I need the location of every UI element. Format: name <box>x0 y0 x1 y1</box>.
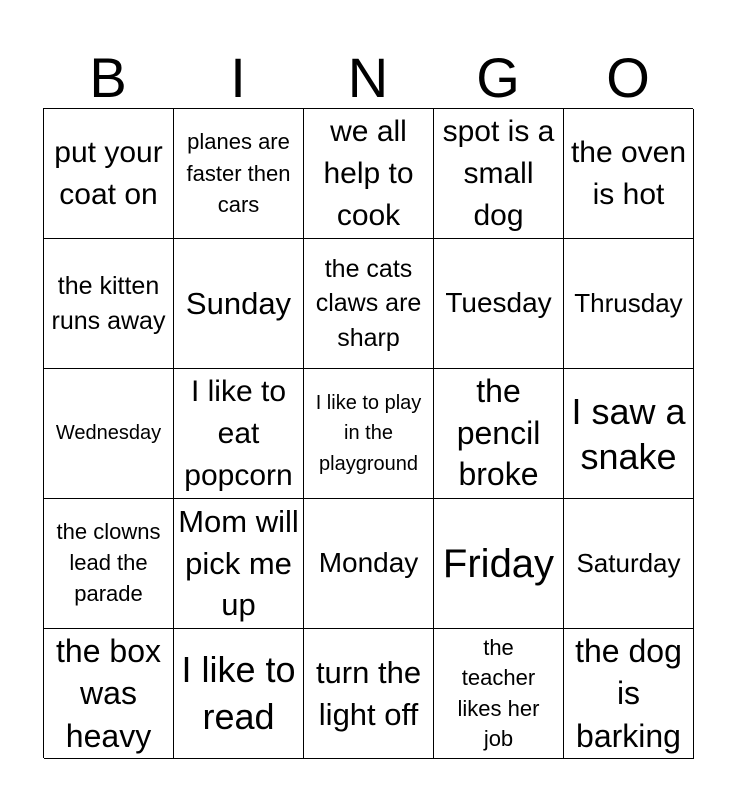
cell-text: spot is a small dog <box>442 114 555 232</box>
bingo-cell-r3c3[interactable] <box>304 369 434 499</box>
cell-text: Thrusday <box>574 287 683 318</box>
bingo-cell-r1c1[interactable] <box>44 109 174 239</box>
cell-text: the oven is hot <box>570 135 687 211</box>
header-letter-b: B <box>89 46 127 109</box>
bingo-cell-r4c3[interactable] <box>304 499 434 629</box>
bingo-cell-r3c1[interactable] <box>44 369 174 499</box>
cell-text: Mom will pick me up <box>178 503 299 623</box>
cell-text: the cats claws are sharp <box>315 254 422 352</box>
header-letter-i: I <box>230 46 246 109</box>
cell-text: the kitten runs away <box>51 272 166 335</box>
bingo-cell-r3c5[interactable] <box>564 369 694 499</box>
cell-text: Tuesday <box>445 287 552 319</box>
bingo-cell-r1c3[interactable] <box>304 109 434 239</box>
bingo-cell-r5c3[interactable] <box>304 629 434 759</box>
cell-text: the box was heavy <box>56 633 161 754</box>
cell-text: Sunday <box>185 285 292 321</box>
bingo-cell-r1c4[interactable] <box>434 109 564 239</box>
bingo-cell-r2c4[interactable] <box>434 239 564 369</box>
bingo-board <box>43 108 693 758</box>
bingo-cell-r3c2[interactable] <box>174 369 304 499</box>
bingo-header <box>43 42 693 108</box>
bingo-cell-r2c2[interactable] <box>174 239 304 369</box>
bingo-cell-r5c1[interactable] <box>44 629 174 759</box>
cell-text: the dog is barking <box>575 633 682 754</box>
bingo-cell-r4c1[interactable] <box>44 499 174 629</box>
bingo-cell-r1c2[interactable] <box>174 109 304 239</box>
cell-text: Wednesday <box>55 422 162 445</box>
header-letter-n: N <box>347 46 389 109</box>
bingo-cell-r3c4[interactable] <box>434 369 564 499</box>
cell-text: Saturday <box>576 547 681 578</box>
bingo-cell-r2c5[interactable] <box>564 239 694 369</box>
header-letter-g: G <box>476 46 520 109</box>
bingo-cell-r4c2[interactable] <box>174 499 304 629</box>
cell-text: the teacher likes her job <box>457 634 540 751</box>
cell-text: the clowns lead the parade <box>56 519 161 606</box>
bingo-cell-r5c5[interactable] <box>564 629 694 759</box>
cell-text: Monday <box>318 547 419 579</box>
cell-text: I like to read <box>181 648 296 737</box>
cell-text: I like to play in the playground <box>315 391 422 475</box>
bingo-cell-r4c5[interactable] <box>564 499 694 629</box>
bingo-cell-r5c2[interactable] <box>174 629 304 759</box>
bingo-cell-r4c4[interactable] <box>434 499 564 629</box>
cell-text: turn the light off <box>315 654 422 732</box>
cell-text: I like to eat popcorn <box>184 374 293 492</box>
bingo-cell-r2c3[interactable] <box>304 239 434 369</box>
cell-text: I saw a snake <box>571 390 686 477</box>
cell-text: put your coat on <box>54 135 163 211</box>
cell-text: the pencil broke <box>456 373 541 493</box>
bingo-cell-r2c1[interactable] <box>44 239 174 369</box>
bingo-cell-r1c5[interactable] <box>564 109 694 239</box>
cell-text: planes are faster then cars <box>186 128 291 218</box>
cell-text: we all help to cook <box>323 114 414 232</box>
header-letter-o: O <box>606 46 650 109</box>
cell-text: Friday <box>442 541 555 586</box>
bingo-cell-r5c4[interactable] <box>434 629 564 759</box>
